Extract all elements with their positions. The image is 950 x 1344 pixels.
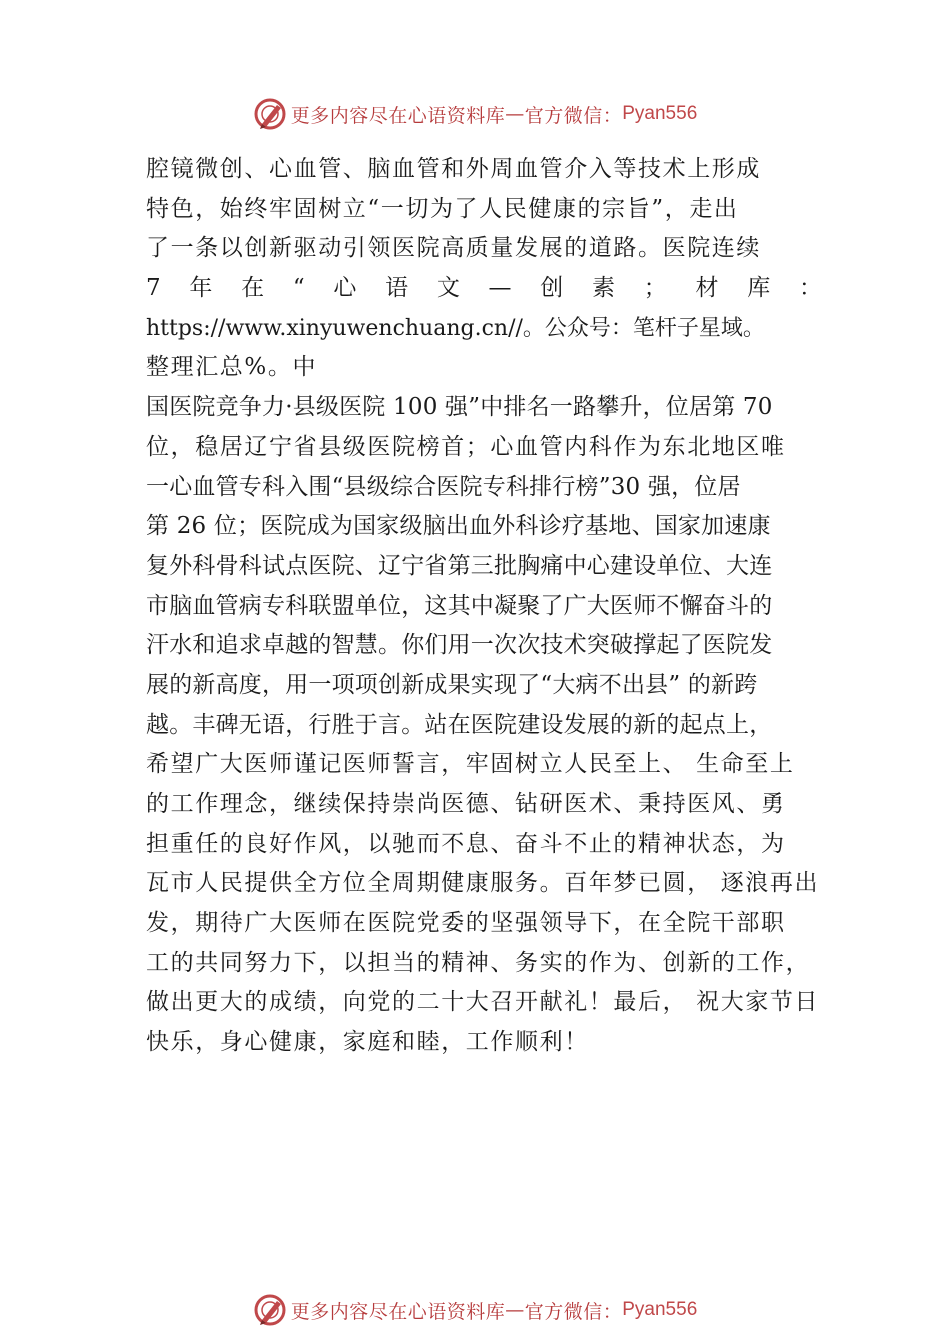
text-line: 汗水和追求卓越的智慧。你们用一次次技术突破撑起了医院发 — [146, 632, 773, 659]
banner-dash: — — [505, 103, 525, 125]
banner-title: 更多内容尽在心语资料库 — [290, 104, 506, 127]
text-line: 的工作理念，继续保持崇尚医德、钻研医术、秉持医风、勇 — [146, 791, 786, 817]
text-line: 一心血管专科入围“县级综合医院专科排行榜”30 强，位居 — [146, 473, 741, 500]
text-line: 市脑血管病专科联盟单位，这其中凝聚了广大医师不懈奋斗的 — [146, 592, 773, 619]
text-line: 位，稳居辽宁省县级医院榜首；心血管内科作为东北地区唯 — [146, 433, 786, 460]
text-line: 整理汇总%。中 — [146, 354, 318, 381]
text-line: 希望广大医师谨记医师誓言，牢固树立人民至上、 生命至上 — [146, 751, 795, 778]
word: 文 — [436, 275, 460, 302]
word: — — [488, 275, 512, 302]
banner-wechat-id: Pyan556 — [622, 103, 698, 124]
text-line: 快乐，身心健康，家庭和睦，工作顺利！ — [146, 1029, 589, 1056]
text-line: 复外科骨科试点医院、辽宁省第三批胸痛中心建设单位、大连 — [146, 552, 773, 579]
text-line: 第 26 位；医院成为国家级脑出血外科诊疗基地、国家加速康 — [146, 513, 771, 540]
word: ： — [798, 275, 822, 302]
word: 语 — [385, 275, 409, 302]
word: 在 — [241, 275, 265, 302]
article-body — [146, 150, 822, 1063]
text-line: 特色，始终牢固树立“一切为了人民健康的宗旨”，走出 — [146, 195, 739, 222]
word: 心 — [333, 275, 357, 302]
text-line: 担重任的良好作风，以驰而不息、奋斗不止的精神状态，为 — [146, 830, 786, 857]
text-line: 国医院竞争力·县级医院 100 强”中排名一路攀升，位居第 70 — [146, 394, 773, 421]
text-line-url: https://www.xinyuwenchuang.cn//。公众号：笔杆子星域。 — [146, 315, 765, 341]
banner-wechat-label: 官方微信： — [524, 1300, 623, 1323]
header-banner — [0, 94, 950, 134]
text-line: 越。丰碑无语，行胜于言。站在医院建设发展的新的起点上， — [146, 711, 773, 738]
word: 材 — [695, 275, 719, 302]
text-line: 展的新高度，用一项项创新成果实现了“大病不出县” 的新跨 — [146, 671, 758, 698]
pen-logo-icon — [253, 1293, 287, 1327]
text-line: 做出更大的成绩，向党的二十大召开献礼！最后， 祝大家节日 — [146, 989, 820, 1016]
banner-title: 更多内容尽在心语资料库 — [290, 1300, 506, 1323]
text-line: 发，期待广大医师在医院党委的坚强领导下，在全院干部职 — [146, 910, 786, 937]
banner-dash: — — [505, 1299, 525, 1321]
word: 素 — [592, 275, 616, 302]
word: 年 — [189, 275, 213, 302]
word: 7 — [146, 275, 161, 302]
banner-wechat-label: 官方微信： — [524, 104, 623, 127]
word: 库 — [747, 275, 771, 302]
text-line: 了一条以创新驱动引领医院高质量发展的道路。医院连续 — [146, 235, 761, 262]
text-line-justified — [146, 269, 822, 309]
pen-logo-icon — [253, 97, 287, 131]
word: 创 — [540, 275, 564, 302]
banner-wechat-id: Pyan556 — [622, 1299, 698, 1320]
text-line: 瓦市人民提供全方位全周期健康服务。百年梦已圆， 逐浪再出 — [146, 870, 820, 897]
word: ； — [643, 275, 667, 302]
text-line: 腔镜微创、心血管、脑血管和外周血管介入等技术上形成 — [146, 156, 761, 182]
footer-banner — [0, 1290, 950, 1330]
word: “ — [292, 275, 305, 302]
text-line: 工的共同努力下，以担当的精神、务实的作为、创新的工作， — [146, 949, 811, 976]
